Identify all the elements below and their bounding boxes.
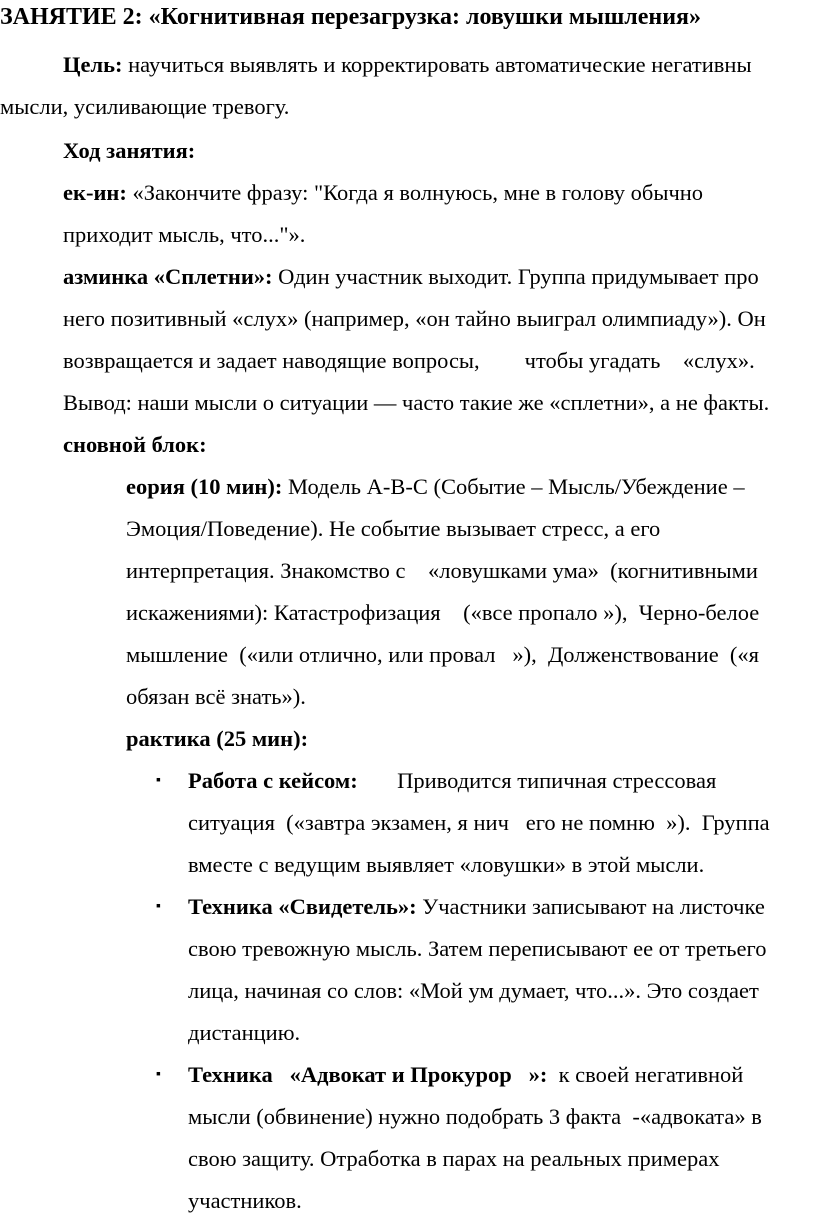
- checkin-text-1: «Закончите фразу: "Когда я волнуюсь, мне в голову обычно: [132, 180, 704, 205]
- practice-item-1-text-1: Приводится типичная стрессовая: [397, 768, 717, 793]
- procedure-heading-text: Ход занятия:: [63, 138, 196, 163]
- checkin-label: ек-ин:: [63, 180, 127, 205]
- theory-label: еория (10 мин):: [126, 474, 283, 499]
- goal-line-1: [63, 50, 752, 80]
- theory-line-1: [126, 472, 745, 502]
- theory-text-4: искажениями): Катастрофизация («все пропало »), Черно-белое: [126, 600, 760, 625]
- main-block-heading-text: сновной блок:: [63, 432, 207, 457]
- warmup-line-1: [63, 262, 759, 292]
- theory-line-6: [126, 682, 306, 712]
- goal-text-2: мысли, усиливающие тревогу.: [0, 94, 290, 119]
- page-title: [0, 2, 701, 32]
- warmup-text-4: Вывод: наши мысли о ситуации — часто такие же «сплетни», а не факты.: [63, 390, 770, 415]
- title-text: ЗАНЯТИЕ 2: «Когнитивная перезагрузка: ловушки мышления»: [0, 4, 702, 30]
- theory-text-5: мышление («или отлично, или провал »), Долженствование («я: [126, 642, 760, 667]
- practice-item-3-label: Техника «Адвокат и Прокурор »:: [188, 1062, 548, 1087]
- practice-item-1-text-3: вместе с ведущим выявляет «ловушки» в этой мысли.: [188, 852, 705, 877]
- practice-item-3-line-4: [188, 1186, 302, 1216]
- practice-item-3-line-2: [188, 1102, 762, 1132]
- practice-item-2-label: Техника «Свидетель»:: [188, 894, 417, 919]
- practice-item-3-text-4: участников.: [188, 1188, 302, 1213]
- theory-line-3: [126, 556, 758, 586]
- warmup-line-3: [63, 346, 755, 376]
- checkin-line-2: [63, 220, 305, 250]
- practice-item-1-text-2: ситуация («завтра экзамен, я нич его не помню »). Группа: [188, 810, 770, 835]
- goal-text-1: научиться выявлять и корректировать автоматические негативны: [128, 52, 752, 77]
- theory-text-6: обязан всё знать»).: [126, 684, 306, 709]
- theory-text-2: Эмоция/Поведение). Не событие вызывает стресс, а его: [126, 516, 661, 541]
- practice-item-2-line-2: [188, 934, 766, 964]
- warmup-text-1: Один участник выходит. Группа придумывает про: [278, 264, 759, 289]
- practice-item-3-line-3: [188, 1144, 720, 1174]
- warmup-line-4: [63, 388, 769, 418]
- practice-item-2-text-1: Участники записывают на листочке: [422, 894, 765, 919]
- practice-item-2-text-2: свою тревожную мысль. Затем переписывают ее от третьего: [188, 936, 767, 961]
- practice-heading: [126, 724, 308, 754]
- practice-item-1-line-2: [188, 808, 770, 838]
- theory-line-4: [126, 598, 759, 628]
- practice-item-2-line-3: [188, 976, 759, 1006]
- checkin-line-1: [63, 178, 703, 208]
- goal-label: Цель:: [63, 52, 123, 77]
- practice-item-3-line-1: [188, 1060, 743, 1090]
- practice-heading-text: рактика (25 мин):: [126, 726, 309, 751]
- warmup-text-3: возвращается и задает наводящие вопросы, чтобы угадать «слух».: [63, 348, 755, 373]
- practice-item-1-line-3: [188, 850, 704, 880]
- practice-item-2-line-4: [188, 1018, 300, 1048]
- warmup-text-2: него позитивный «слух» (например, «он тайно выиграл олимпиаду»). Он: [63, 306, 766, 331]
- warmup-label: азминка «Сплетни»:: [63, 264, 273, 289]
- theory-text-3: интерпретация. Знакомство с «ловушками ума» (когнитивными: [126, 558, 758, 583]
- goal-line-2: [0, 92, 289, 122]
- practice-item-2-text-4: дистанцию.: [188, 1020, 301, 1045]
- warmup-line-2: [63, 304, 766, 334]
- practice-item-1-line-1: [188, 766, 716, 796]
- checkin-text-2: приходит мысль, что..."».: [63, 222, 306, 247]
- practice-item-3-text-1: к своей негативной: [558, 1062, 744, 1087]
- practice-item-2-line-1: [188, 892, 765, 922]
- theory-text-1: Модель А-В-С (Событие – Мысль/Убеждение –: [288, 474, 745, 499]
- bullet-icon: ▪: [156, 1067, 161, 1082]
- bullet-icon: ▪: [156, 899, 161, 914]
- main-block-heading: [63, 430, 207, 460]
- theory-line-5: [126, 640, 759, 670]
- procedure-heading: [63, 136, 195, 166]
- practice-item-1-label: Работа с кейсом:: [188, 768, 358, 793]
- practice-item-2-text-3: лица, начиная со слов: «Мой ум думает, что...». Это создает: [188, 978, 759, 1003]
- theory-line-2: [126, 514, 660, 544]
- bullet-icon: ▪: [156, 773, 161, 788]
- practice-item-3-text-3: свою защиту. Отработка в парах на реальных примерах: [188, 1146, 720, 1171]
- practice-item-3-text-2: мысли (обвинение) нужно подобрать 3 факта -«адвоката» в: [188, 1104, 762, 1129]
